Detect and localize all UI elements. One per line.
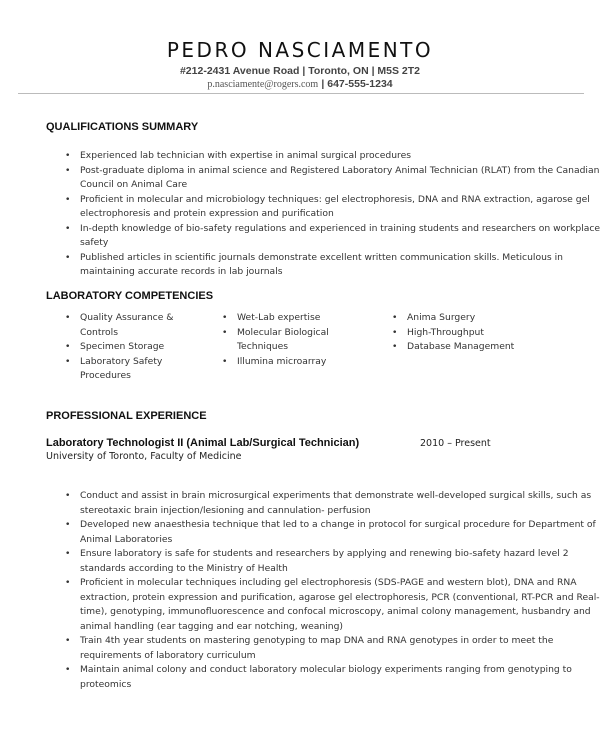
- header-divider: [18, 93, 584, 94]
- qualifications-list: [65, 149, 600, 280]
- job-title: Laboratory Technologist II (Animal Lab/Surgical Technician): [46, 437, 360, 449]
- list-item-text: • High-Throughput: [407, 326, 484, 338]
- job-dates: 2010 – Present: [420, 438, 491, 449]
- list-item-text: • Maintain animal colony and conduct laboratory molecular biology experiments ranging from genotyping to: [80, 664, 572, 675]
- list-item: [65, 149, 600, 164]
- experience-heading: PROFESSIONAL EXPERIENCE: [46, 410, 207, 422]
- competencies-column-2: [222, 311, 329, 369]
- list-item-text: safety: [80, 237, 109, 248]
- list-item: [65, 547, 600, 576]
- list-item: [65, 634, 600, 663]
- list-item-text: electrophoresis and protein expression and purification: [80, 208, 334, 219]
- list-item-text: • Experienced lab technician with expertise in animal surgical procedures: [80, 150, 412, 161]
- competencies-column-3: [392, 311, 514, 355]
- list-item: [65, 311, 173, 340]
- list-item: [392, 326, 514, 341]
- list-item-text: requirements of laboratory curriculum: [80, 649, 256, 661]
- list-item-text: maintaining accurate records in lab journals: [80, 266, 283, 277]
- list-item-text: • Ensure laboratory is safe for students and researchers by applying and renewing bio-safety hazard level 2: [80, 548, 569, 559]
- list-item-text: • Conduct and assist in brain microsurgical experiments that demonstrate well-developed surgical skills, such as: [80, 490, 592, 501]
- competencies-column-1: [65, 311, 173, 384]
- address: #212-2431 Avenue Road | Toronto, ON | M5S 2T2: [179, 65, 421, 77]
- list-item: [222, 311, 329, 326]
- list-item-text: animal handling (ear tagging and ear notching, weaning): [80, 620, 344, 632]
- list-item: [65, 251, 600, 280]
- list-item-text: • Train 4th year students on mastering genotyping to map DNA and RNA genotypes in order to meet the: [80, 635, 554, 646]
- list-item: [222, 326, 329, 355]
- list-item-text: • Anima Surgery: [407, 312, 476, 323]
- list-item-text: proteomics: [80, 678, 132, 690]
- list-item: [65, 164, 600, 193]
- list-item: [392, 311, 514, 326]
- qualifications-heading: QUALIFICATIONS SUMMARY: [46, 121, 199, 133]
- list-item-text: Council on Animal Care: [80, 179, 188, 190]
- list-item-text: • Post-graduate diploma in animal science and Registered Laboratory Animal Technician (RLAT) from the Canadian: [80, 164, 600, 176]
- list-item-text: • In-depth knowledge of bio-safety regulations and experienced in training students and researchers on workplace: [80, 222, 600, 234]
- list-item-text: • Wet-Lab expertise: [237, 312, 321, 323]
- list-item-text: Controls: [80, 326, 118, 338]
- list-item-text: • Proficient in molecular techniques including gel electrophoresis (SDS-PAGE and western blot), DNA and RNA: [80, 577, 577, 588]
- list-item-text: Procedures: [80, 370, 131, 381]
- list-item: [65, 663, 600, 692]
- phone: | 647-555-1234: [321, 78, 393, 90]
- list-item-text: • Developed new anaesthesia technique that led to a change in protocol for surgical procedure for Department of: [80, 519, 596, 530]
- list-item-text: time), genotyping, immunofluorescence and confocal microscopy, animal colony management, husbandry and: [80, 606, 591, 617]
- list-item-text: • Illumina microarray: [237, 355, 327, 367]
- email: p.nasciamente@rogers.com: [207, 79, 319, 90]
- list-item-text: • Laboratory Safety: [80, 355, 163, 367]
- contact-line: [0, 78, 600, 90]
- list-item-text: • Database Management: [407, 341, 515, 352]
- list-item-text: extraction, protein expression and purification, agarose gel electrophoresis, PCR (conventional, RT-PCR and Real-: [80, 591, 600, 603]
- list-item: [222, 355, 329, 370]
- list-item-text: • Molecular Biological: [237, 326, 329, 338]
- list-item-text: Techniques: [237, 341, 289, 352]
- experience-list: [65, 489, 600, 692]
- list-item: [65, 222, 600, 251]
- list-item-text: • Proficient in molecular and microbiology techniques: gel electrophoresis, DNA and RNA extraction, agarose gel: [80, 193, 590, 205]
- list-item-text: • Published articles in scientific journals demonstrate excellent written communication skills. Meticulous in: [80, 251, 563, 263]
- employer: University of Toronto, Faculty of Medicine: [46, 451, 242, 462]
- competencies-heading: LABORATORY COMPETENCIES: [46, 290, 214, 302]
- list-item: [392, 340, 514, 355]
- list-item: [65, 340, 173, 355]
- list-item: [65, 355, 173, 384]
- list-item: [65, 489, 600, 518]
- list-item-text: Animal Laboratories: [80, 533, 173, 545]
- candidate-name: PEDRO NASCIAMENTO: [166, 38, 434, 62]
- list-item-text: standards according to the Ministry of Health: [80, 562, 288, 574]
- list-item-text: stereotaxic brain injection/lesioning and cannulation- perfusion: [80, 504, 371, 516]
- list-item-text: • Quality Assurance &: [80, 312, 174, 323]
- list-item: [65, 518, 600, 547]
- list-item: [65, 576, 600, 634]
- list-item-text: • Specimen Storage: [80, 341, 165, 352]
- list-item: [65, 193, 600, 222]
